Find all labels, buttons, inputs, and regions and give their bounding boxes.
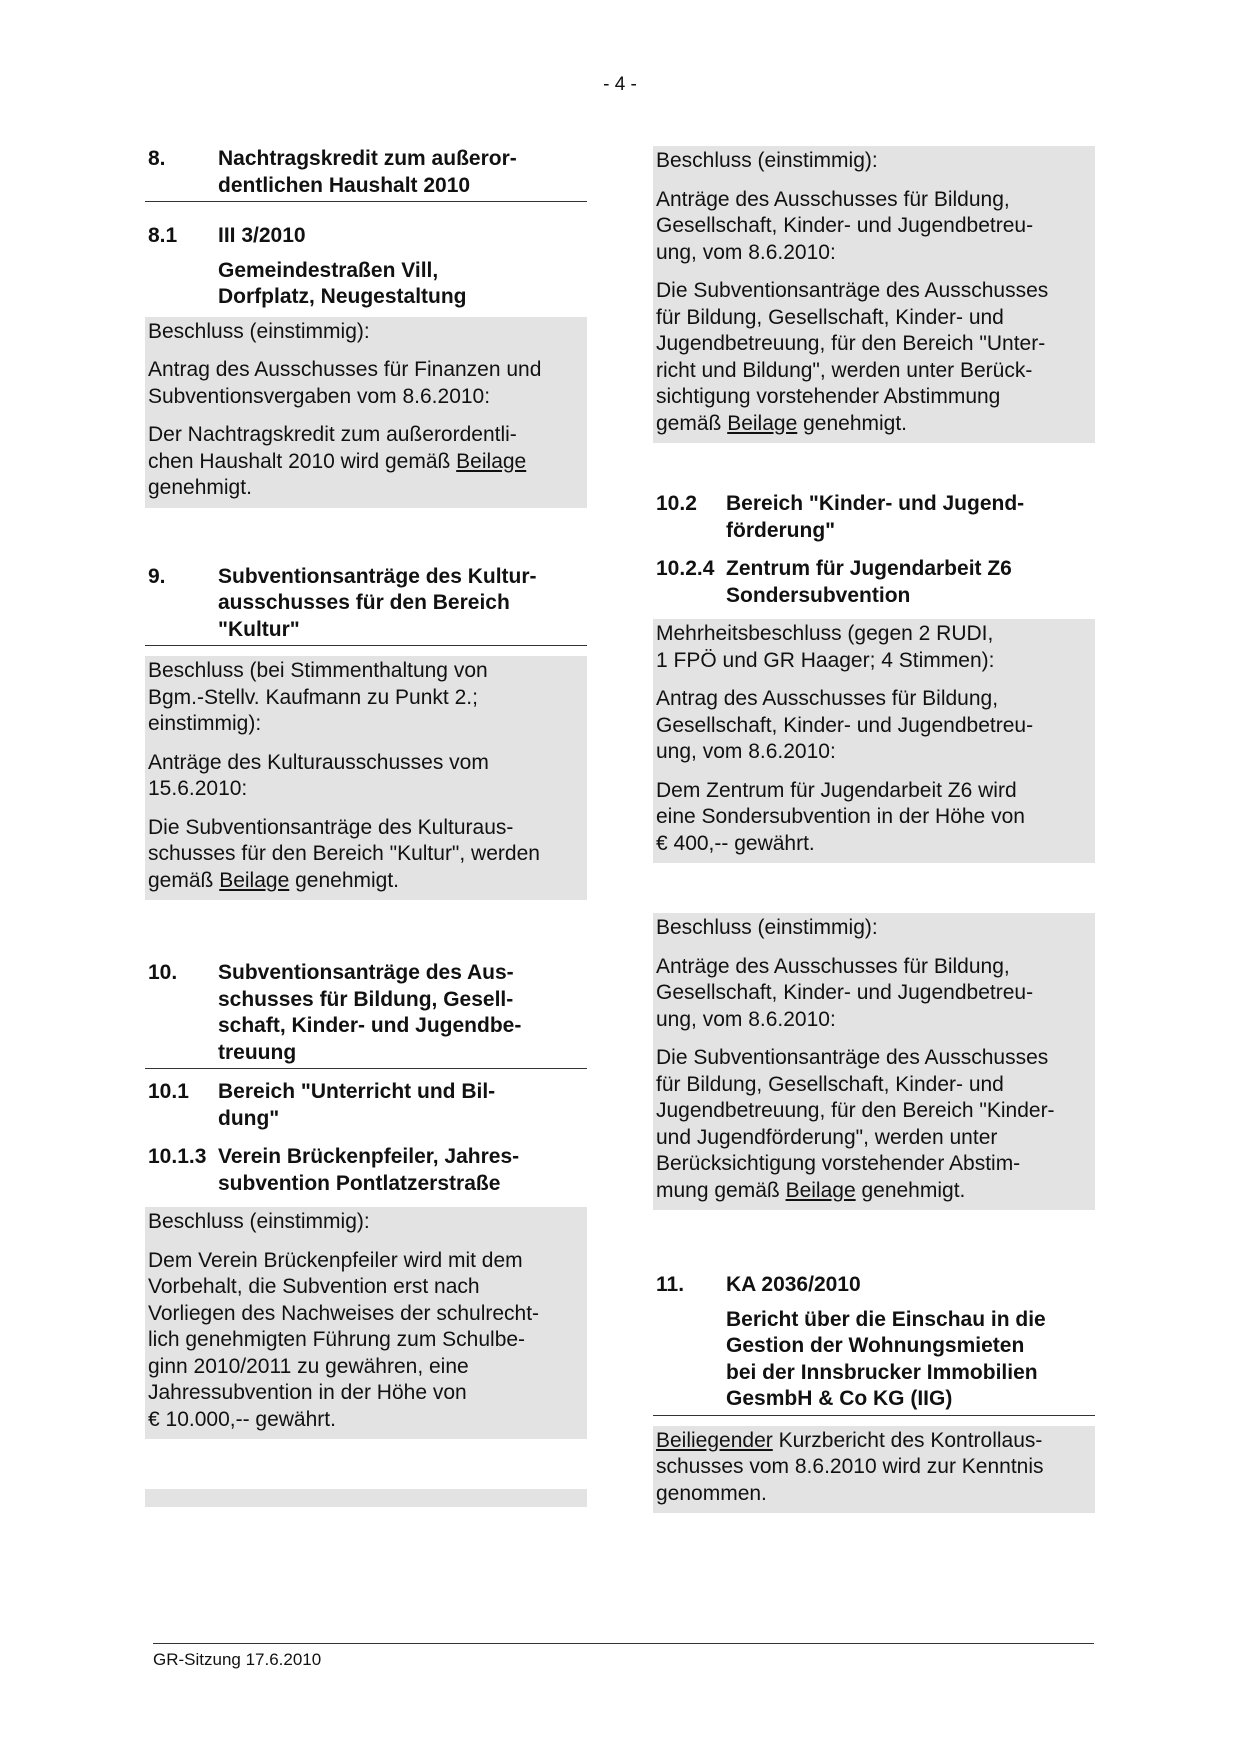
decision-text: Der Nachtragskredit zum außerordentli- chen Haushalt 2010 wird gemäß Beilage genehmigt. (148, 423, 527, 499)
section-number: 10.1.3 (148, 1145, 207, 1168)
resolution-box-10-1-3 (145, 1207, 587, 1439)
section-number: 10.2.4 (656, 557, 715, 580)
section-title: Bereich "Unterricht und Bil- dung" (218, 1080, 496, 1130)
motion-text: Antrag des Ausschusses für Finanzen und Subventionsvergaben vom 8.6.2010: (148, 358, 542, 408)
beilage-link[interactable]: Beilage (219, 868, 290, 892)
resolution-type: Beschluss (einstimmig): (148, 319, 370, 343)
section-10-1-3-heading (145, 1144, 587, 1197)
resolution-box-10-2-4 (653, 619, 1095, 863)
decision-text: Dem Zentrum für Jugendarbeit Z6 wird eine Sondersubvention in der Höhe von € 400,-- gewährt. (656, 778, 1025, 855)
resolution-type: Mehrheitsbeschluss (gegen 2 RUDI, 1 FPÖ und GR Haager; 4 Stimmen): (656, 622, 995, 672)
section-8-1-heading (145, 223, 587, 311)
section-title: Subventionsanträge des Aus- schusses für Bildung, Gesell- schaft, Kinder- und Jugendbe- treuung (218, 961, 522, 1064)
section-number: 8. (148, 147, 166, 170)
resolution-type: Beschluss (einstimmig): (656, 916, 878, 939)
beilage-link[interactable]: Beilage (727, 411, 798, 435)
decision-text: Die Subventionsanträge des Ausschusses für Bildung, Gesellschaft, Kinder- und Jugendbetreuung, für den Bereich "Kinder- und Jugendförderung", werden unter Berücksichtigung vorstehender Abstim- mung gemäß Beilage genehmigt. (656, 1046, 1055, 1202)
decision-text: Beiliegender Kurzbericht des Kontrollaus- schusses vom 8.6.2010 wird zur Kenntnis genommen. (656, 1428, 1044, 1505)
footer-divider (153, 1643, 1094, 1644)
section-number: 10. (148, 961, 178, 984)
section-11-heading (653, 1272, 1095, 1416)
resolution-box-8-1 (145, 317, 587, 508)
decision-text: Dem Verein Brückenpfeiler wird mit dem Vorbehalt, die Subvention erst nach Vorliegen des Nachweises der schulrecht- lich genehmigten Führung zum Schulbe- ginn 2010/2011 zu gewähren, eine Jahressubvention in der Höhe von € 10.000,-- gewährt. (148, 1248, 540, 1431)
section-subtitle: Bericht über die Einschau in die Gestion der Wohnungsmieten bei der Innsbrucker Immobilien GesmbH & Co KG (IIG) (726, 1307, 1046, 1410)
section-8-heading (145, 146, 587, 202)
motion-text: Anträge des Ausschusses für Bildung, Gesellschaft, Kinder- und Jugendbetreu- ung, vom 8.6.2010: (656, 187, 1034, 264)
right-column (653, 146, 1095, 1513)
motion-text: Anträge des Kulturausschusses vom 15.6.2010: (148, 750, 489, 800)
section-number: 10.1 (148, 1080, 189, 1103)
resolution-box-11 (653, 1426, 1095, 1514)
resolution-box-9 (145, 656, 587, 900)
decision-text: Die Subventionsanträge des Ausschusses für Bildung, Gesellschaft, Kinder- und Jugendbetreuung, für den Bereich "Unter- richt und Bildung", werden unter Berück- sichtigung vorstehender Abstimmung gemäß Beilage genehmigt. (656, 279, 1049, 435)
section-10-2-4-heading (653, 556, 1095, 609)
resolution-type: Beschluss (bei Stimmenthaltung von Bgm.-Stellv. Kaufmann zu Punkt 2.; einstimmig): (148, 659, 488, 735)
section-title: III 3/2010 (218, 224, 306, 247)
section-title: Zentrum für Jugendarbeit Z6 Sondersubvention (726, 557, 1012, 607)
empty-shaded-box (145, 1489, 587, 1507)
section-number: 10.2 (656, 492, 697, 515)
section-10-heading (145, 960, 587, 1069)
left-column (145, 146, 587, 1507)
resolution-box-10-1 (653, 146, 1095, 443)
section-title: Bereich "Kinder- und Jugend- förderung" (726, 492, 1025, 542)
section-title: Nachtragskredit zum außeror- dentlichen Haushalt 2010 (218, 147, 517, 197)
footer-session-label: GR-Sitzung 17.6.2010 (153, 1650, 322, 1669)
section-10-1-heading (145, 1079, 587, 1132)
section-title: Verein Brückenpfeiler, Jahres- subvention Pontlatzerstraße (218, 1145, 520, 1195)
section-10-2-heading (653, 491, 1095, 544)
resolution-type: Beschluss (einstimmig): (656, 149, 878, 172)
section-title: Subventionsanträge des Kultur- ausschusses für den Bereich "Kultur" (218, 564, 537, 641)
motion-text: Anträge des Ausschusses für Bildung, Gesellschaft, Kinder- und Jugendbetreu- ung, vom 8.6.2010: (656, 954, 1034, 1031)
resolution-type: Beschluss (einstimmig): (148, 1210, 370, 1233)
section-number: 9. (148, 564, 166, 588)
beilage-link[interactable]: Beilage (456, 449, 527, 473)
motion-text: Antrag des Ausschusses für Bildung, Gesellschaft, Kinder- und Jugendbetreu- ung, vom 8.6.2010: (656, 687, 1034, 763)
page-number: - 4 - (603, 74, 637, 95)
section-number: 8.1 (148, 224, 178, 247)
resolution-box-10-2 (653, 913, 1095, 1210)
beiliegender-link[interactable]: Beiliegender (656, 1428, 773, 1452)
beilage-link[interactable]: Beilage (785, 1178, 856, 1202)
section-title: KA 2036/2010 (726, 1273, 861, 1296)
section-number: 11. (656, 1273, 685, 1296)
decision-text: Die Subventionsanträge des Kulturaus- schusses für den Bereich "Kultur", werden gemäß Beilage genehmigt. (148, 815, 540, 892)
section-subtitle: Gemeindestraßen Vill, Dorfplatz, Neugestaltung (218, 258, 467, 308)
section-9-heading (145, 564, 587, 647)
